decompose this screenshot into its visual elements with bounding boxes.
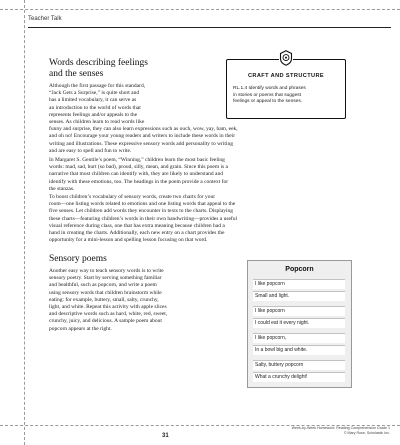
footer-credit: Week-by-Week Homework: Reading Comprehension Grade 1 © Mary Rose, Scholastic Inc. (291, 426, 390, 435)
poem-title: Popcorn (285, 266, 314, 273)
paragraph-sensory-poems: Another easy way to teach sensory words is to write sensory poetry. Start by serving something familiar and healthful, such as popcorn, and write a poem using sensory words that children brainstorm while eating: for example, buttery, small, salty, crunchy, light, and white. Repeat this activity with apple slices and descriptive words such as hard, white, red, sweet, crunchy, juicy, and delicious. A sample poem about popcorn appears at the right. (49, 268, 168, 332)
craft-structure-title: CRAFT AND STRUCTURE (247, 73, 325, 79)
paragraph-intro: Although the first passage for this standard, “Jack Gets a Surprise,” is quite short and has a limited vocabulary, it can serve as an introduction to the world of words that represents feelings and/or appeals to the senses. As children learn to read words like funny and surprise, they can also learn expressions such as ouch, wow, yay, bam, eek, and oh no! Encourage your young readers and writers to include these words in their writing and illustrations. These expressive sensory words add personality to writing and are easy to spell and fun to write. (49, 83, 238, 154)
poem-line: I like popcorn (253, 306, 345, 316)
poem-line: In a bowl big and white. (253, 345, 345, 355)
standard-badge-icon (279, 50, 293, 66)
poem-line: I could eat it every night. (253, 318, 345, 328)
poem-line: I like popcorn (253, 279, 345, 289)
craft-structure-box (226, 59, 346, 119)
paragraph-charts: To boost children’s vocabulary of sensory words, create two charts for your room—one listing words related to emotions and one listing words that appeal to the five senses. Let children add words they encounter in texts to the charts. Displaying these charts—featuring children’s words in their own handwriting—provides a useful visual reference during class, one that has extra meaning because children had a hand in creating the charts. Additionally, each new entry on a chart provides the opportunity for a mini-lesson and spelling lesson focusing on that word. (49, 194, 238, 244)
poem-line: Small and light. (253, 291, 345, 301)
paragraph-winning-poem: In Margaret S. Gentile’s poem, “Winning,” children learn the most basic feeling words: mad, sad, hurt (so bad), proud, silly, mean, and grain. Since this poem is a narrative that most children can identify with, they are likely to understand and identify with these emotions, too. The headings in the poem provide a context for the stanzas. (49, 157, 229, 192)
header-label: Teacher Talk (28, 16, 62, 22)
cut-line-left (24, 0, 25, 445)
popcorn-poem-box (247, 260, 352, 388)
section-heading-sensory-poems: Sensory poems (49, 254, 107, 264)
poem-line: Salty, buttery popcorn (253, 360, 345, 370)
header-rule (28, 27, 391, 28)
poem-line: What a crunchy delight! (253, 372, 345, 382)
craft-structure-text: RL.1.4 Identify words and phrases in stories or poems that suggest feelings or appeal to the senses. (233, 86, 306, 105)
cut-line-top (0, 9, 400, 10)
page-number: 31 (162, 433, 169, 439)
section-heading-feelings: Words describing feelings and the senses (49, 58, 148, 79)
poem-line: I like popcorn, (253, 333, 345, 343)
